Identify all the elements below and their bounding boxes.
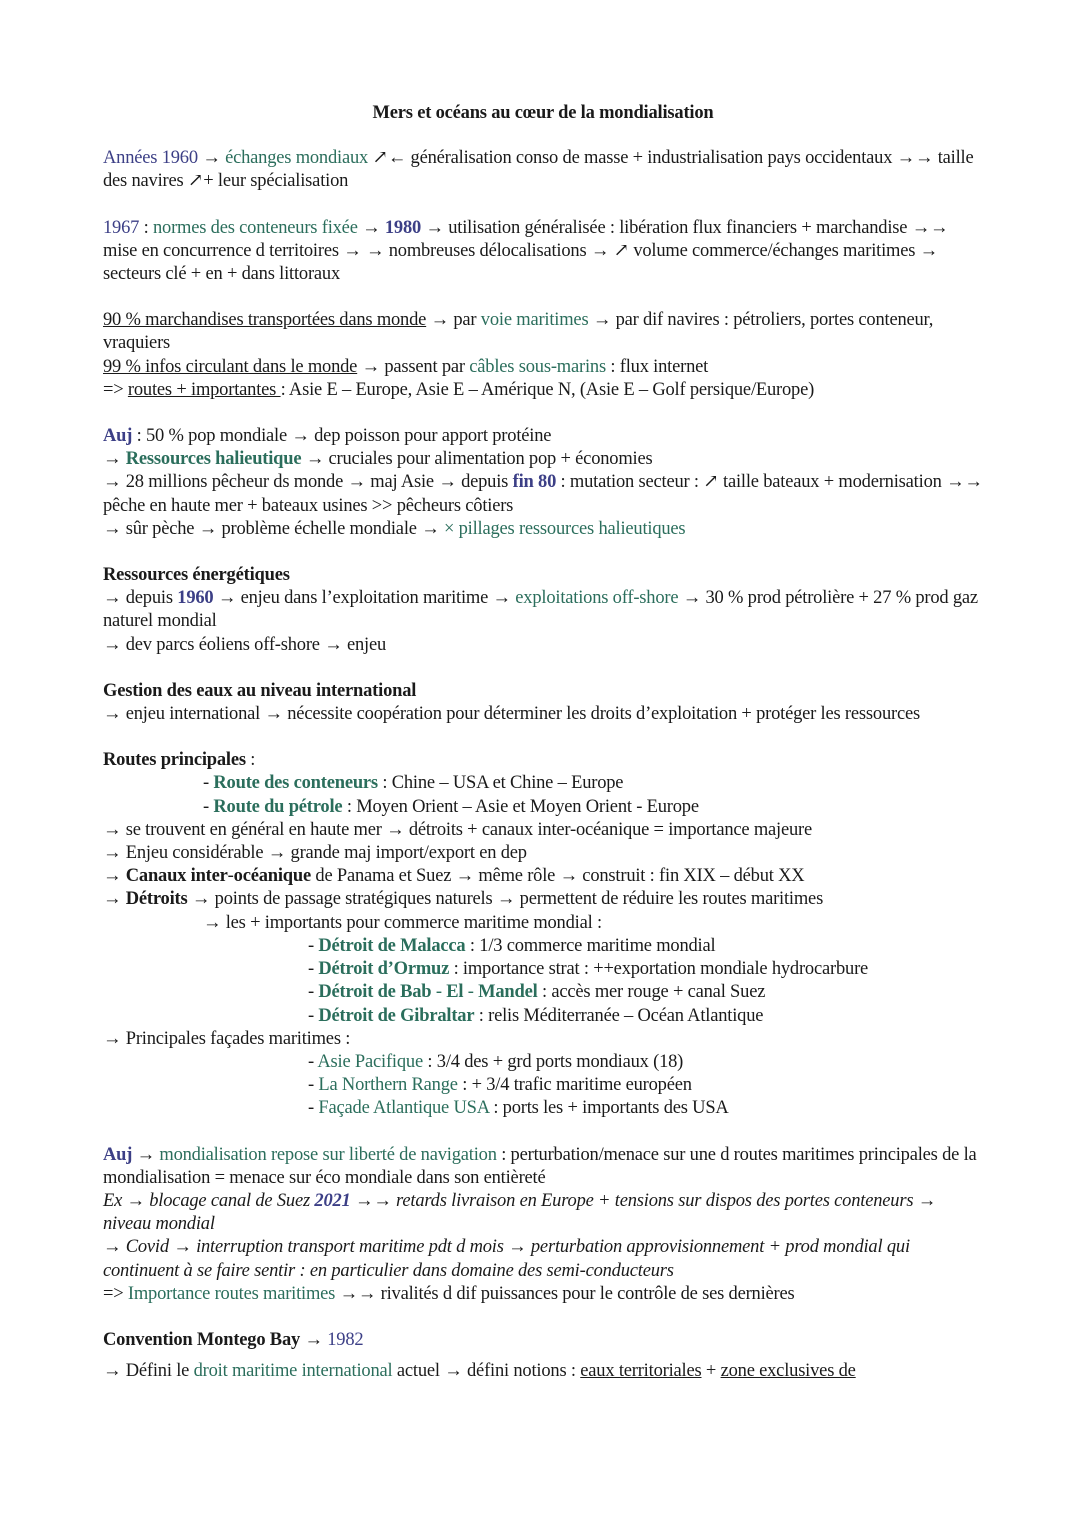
document-title: Mers et océans au cœur de la mondialisation <box>372 103 714 123</box>
text: + <box>701 1361 721 1382</box>
term-highlight: El <box>446 982 464 1003</box>
bullet: - <box>308 1075 319 1096</box>
text: : ports les + importants des USA <box>488 1098 729 1119</box>
term-highlight: Route du pétrole <box>213 796 343 817</box>
bullet: - <box>308 959 319 980</box>
paragraph-routes <box>103 379 983 402</box>
text: : Chine – USA et Chine – Europe <box>377 773 624 794</box>
paragraph-exemple-suez <box>103 1190 983 1236</box>
term-highlight: normes des conteneurs fixée <box>153 217 358 238</box>
paragraph-pecheurs <box>103 471 983 517</box>
section-heading-montego <box>103 1329 983 1352</box>
term-highlight: Détroit d’Ormuz <box>318 959 450 980</box>
term-highlight: Route des conteneurs <box>213 773 378 794</box>
term-highlight: mondialisation repose sur liberté de navigation <box>159 1144 497 1165</box>
document-page <box>103 102 983 1383</box>
text: → Défini le <box>103 1361 194 1382</box>
text: : flux internet <box>605 356 709 377</box>
date-highlight: 1980 <box>384 217 422 238</box>
underlined-text: 99 % infos circulant dans le monde <box>103 356 358 377</box>
text: : Asie E – Europe, Asie E – Amérique N, (Asie E – Golf persique/Europe) <box>280 379 815 400</box>
paragraph-annees-1960 <box>103 147 983 193</box>
detroit-item <box>103 935 983 958</box>
text: → <box>300 1329 328 1350</box>
text: : 1/3 commerce maritime mondial <box>465 935 716 956</box>
term-highlight: Détroit de Bab <box>318 982 432 1003</box>
term-highlight: Détroit de Gibraltar <box>318 1005 475 1026</box>
underlined-text: eaux territoriales <box>580 1361 702 1382</box>
term-highlight: Asie Pacifique <box>317 1051 423 1072</box>
route-item <box>103 796 983 819</box>
bold-text: océanique <box>233 866 311 887</box>
paragraph-facades: → Principales façades maritimes : <box>103 1028 351 1049</box>
paragraph-peche <box>103 518 983 541</box>
detroit-item <box>103 958 983 981</box>
detroit-item <box>103 1005 983 1028</box>
term-highlight: échanges mondiaux <box>225 148 369 169</box>
date-highlight: 1960 <box>177 588 214 609</box>
bold-text: Canaux inter <box>125 866 228 887</box>
date-highlight: 2021 <box>314 1190 351 1211</box>
text: →→ rivalités d dif puissances pour le contrôle de ses dernières <box>335 1283 795 1304</box>
paragraph-1967 <box>103 217 983 287</box>
bullet: - <box>308 935 319 956</box>
paragraph-offshore <box>103 587 983 633</box>
text: →→ retards livraison en Europe + tensions sur dispos des portes conteneurs → niveau mondial <box>103 1190 937 1235</box>
text: → <box>357 217 385 238</box>
text: : perturbation/menace sur une d routes maritimes principales de la mondialisation = menace sur éco mondiale dans son entièreté <box>103 1144 977 1188</box>
text: actuel → défini notions : <box>392 1361 581 1382</box>
section-heading-energie: Ressources énergétiques <box>103 565 290 586</box>
bullet: - <box>203 773 214 794</box>
text: => <box>103 1283 128 1304</box>
term-highlight: exploitations off-shore <box>515 588 679 609</box>
text: → enjeu dans l’exploitation maritime → <box>213 588 516 609</box>
section-heading-routes <box>103 749 983 772</box>
underlined-text: zone exclusives de <box>720 1361 856 1382</box>
bullet: - <box>308 1051 318 1072</box>
text: → depuis <box>103 588 178 609</box>
term-highlight: Détroit de Malacca <box>318 935 466 956</box>
bold-text: Détroits <box>125 889 188 910</box>
text: → sûr pèche → problème échelle mondiale → <box>103 518 444 539</box>
text: → <box>103 449 126 470</box>
text: : accès mer rouge + canal Suez <box>537 982 766 1003</box>
date-highlight: 1967 <box>103 217 140 238</box>
paragraph-cooperation: → enjeu international → nécessite coopération pour déterminer les droits d’exploitation + protéger les ressources <box>103 704 920 725</box>
bullet: - <box>308 1098 319 1119</box>
paragraph-covid: → Covid → interruption transport maritime pdt d mois → perturbation approvisionnement + prod mondial qui continuent à se faire sentir : en particulier dans domaine des semi-conducteurs <box>103 1237 910 1281</box>
text: → utilisation généralisée : libération flux financiers + marchandise →→ mise en concurrence d territoires → → nombreuses délocalisations → ↗ volume commerce/échanges maritimes → secteurs clé + en + dans littoraux <box>103 217 949 285</box>
term-highlight: La Northern Range <box>318 1075 458 1096</box>
text: → points de passage stratégiques naturels → permettent de réduire les routes maritimes <box>187 889 824 910</box>
paragraph-halieutique <box>103 448 983 471</box>
term-highlight: × pillages ressources halieutiques <box>443 518 686 539</box>
paragraph-plus-importants: → les + importants pour commerce maritime mondial : <box>203 912 602 933</box>
term-highlight: voie maritimes <box>480 310 589 331</box>
facade-item <box>103 1074 983 1097</box>
text: → <box>103 889 126 910</box>
bullet: - <box>308 982 319 1003</box>
heading-text: Convention Montego Bay <box>103 1329 301 1350</box>
text: → cruciales pour alimentation pop + économies <box>301 449 653 470</box>
date-highlight: Auj <box>103 1144 133 1165</box>
text: → par <box>426 310 481 331</box>
text: → par dif navires : pétroliers, portes conteneur, vraquiers <box>103 310 934 354</box>
paragraph-liberte-navigation <box>103 1144 983 1190</box>
text: : + 3/4 trafic maritime européen <box>457 1075 692 1096</box>
text: → passent par <box>357 356 470 377</box>
paragraph-auj-poisson <box>103 425 983 448</box>
paragraph-detroits <box>103 888 983 911</box>
text: - <box>431 982 447 1003</box>
text: → <box>103 866 126 887</box>
text: => <box>103 379 128 400</box>
text: → <box>132 1144 160 1165</box>
bullet: - <box>203 796 214 817</box>
paragraph-infos <box>103 356 983 379</box>
text: Ex → blocage canal de Suez <box>103 1190 315 1211</box>
text: - <box>227 866 234 887</box>
term-highlight: Façade Atlantique USA <box>318 1098 489 1119</box>
date-highlight: fin 80 <box>512 472 557 493</box>
detroit-item <box>103 981 983 1004</box>
date-highlight: Auj <box>103 426 133 447</box>
text: → 30 % prod pétrolière + 27 % prod gaz naturel mondial <box>103 588 978 632</box>
text: : Moyen Orient – Asie et Moyen Orient - Europe <box>342 796 699 817</box>
paragraph-enjeu: → Enjeu considérable → grande maj import/export en dep <box>103 843 527 864</box>
term-highlight: Mandel <box>478 982 538 1003</box>
paragraph-eoliens: → dev parcs éoliens off-shore → enjeu <box>103 634 387 655</box>
facade-item <box>103 1051 983 1074</box>
term-highlight: droit maritime international <box>193 1361 393 1382</box>
text: : importance strat : ++exportation mondiale hydrocarbure <box>449 959 869 980</box>
paragraph-canaux <box>103 865 983 888</box>
text: de Panama et Suez → même rôle → construit : fin XIX – début XX <box>310 866 805 887</box>
section-heading-gestion: Gestion des eaux au niveau international <box>103 680 417 701</box>
paragraph-importance-routes <box>103 1283 983 1306</box>
text: : <box>245 750 256 771</box>
underlined-text: 90 % marchandises transportées dans monde <box>103 310 427 331</box>
text: → <box>197 148 226 169</box>
term-highlight: Importance routes maritimes <box>127 1283 336 1304</box>
term-highlight: câbles sous-marins <box>469 356 606 377</box>
underlined-text: routes + importantes <box>127 379 281 400</box>
text: : 50 % pop mondiale → dep poisson pour apport protéine <box>132 426 552 447</box>
text: : <box>139 217 153 238</box>
paragraph-droit-maritime <box>103 1360 983 1383</box>
paragraph-marchandises <box>103 309 983 355</box>
text: - <box>463 982 479 1003</box>
term-highlight: Ressources halieutique <box>125 449 302 470</box>
text: : mutation secteur : ↗ taille bateaux + modernisation →→ pêche en haute mer + bateaux usines >> pêcheurs côtiers <box>103 472 983 516</box>
date-highlight: Années 1960 <box>103 148 198 169</box>
bullet: - <box>308 1005 319 1026</box>
text: : relis Méditerranée – Océan Atlantique <box>474 1005 764 1026</box>
date-highlight: 1982 <box>327 1329 364 1350</box>
route-item <box>103 772 983 795</box>
heading-text: Routes principales <box>103 750 246 771</box>
paragraph-haute-mer: → se trouvent en général en haute mer → détroits + canaux inter-océanique = importance majeure <box>103 819 813 840</box>
text: → 28 millions pêcheur ds monde → maj Asie → depuis <box>103 472 513 493</box>
facade-item <box>103 1097 983 1120</box>
text: ↗← généralisation conso de masse + industrialisation pays occidentaux →→ taille des navires ↗+ leur spécialisation <box>103 148 974 192</box>
text: : 3/4 des + grd ports mondiaux (18) <box>422 1051 684 1072</box>
